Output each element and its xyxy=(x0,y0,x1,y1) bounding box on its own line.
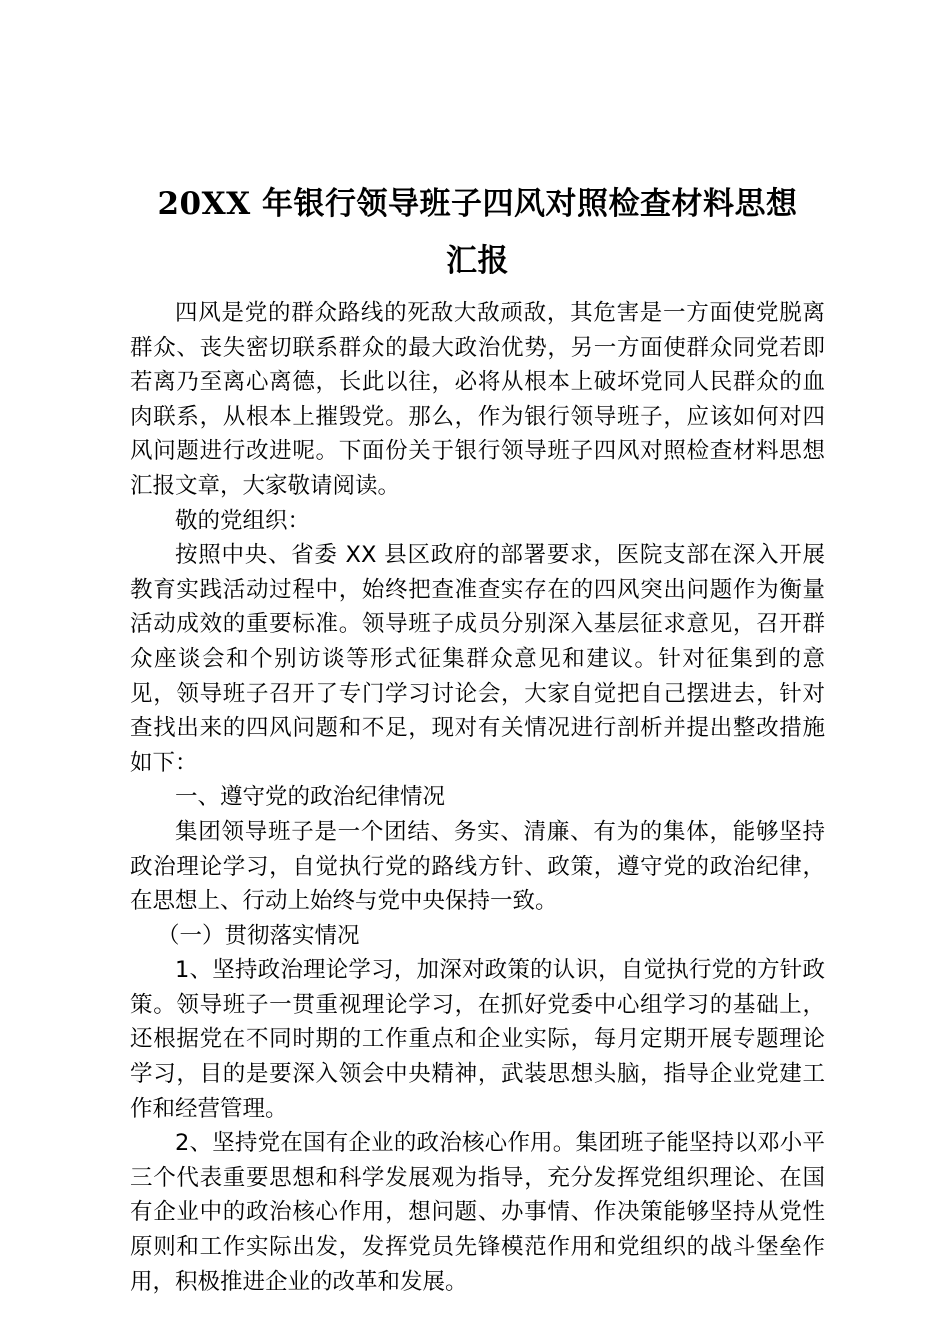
paragraph-background: 按照中央、省委 XX 县区政府的部署要求，医院支部在深入开展教育实践活动过程中，始终把查准查实存在的四风突出问题作为衡量活动成效的重要标准。领导班子成员分别深入基层征求意见，召开群众座谈会和个别访谈等形式征集群众意见和建议。针对征集到的意见，领导班子召开了专门学习讨论会，大家自觉把自己摆进去，针对查找出来的四风问题和不足，现对有关情况进行剖析并提出整改措施如下： xyxy=(130,542,825,776)
subsection-heading-1: （一）贯彻落实情况 xyxy=(157,922,360,949)
title-line1: 年银行领导班子四风对照检查材料思想 xyxy=(250,186,798,222)
paragraph-salutation: 敬的党组织： xyxy=(175,507,311,534)
paragraph-item-2: 2、坚持党在国有企业的政治核心作用。集团班子能坚持以邓小平三个代表重要思想和科学发展观为指导，充分发挥党组织理论、在国有企业中的政治核心作用，想问题、办事情、作决策能够坚持从党性原则和工作实际出发，发挥党员先锋模范作用和党组织的战斗堡垒作用，积极推进企业的改革和发展。 xyxy=(130,1130,825,1295)
document-page xyxy=(130,176,825,1299)
paragraph-section-1: 集团领导班子是一个团结、务实、清廉、有为的集体，能够坚持政治理论学习，自觉执行党的路线方针、政策，遵守党的政治纪律，在思想上、行动上始终与党中央保持一致。 xyxy=(130,818,825,915)
paragraph-item-1: 1、坚持政治理论学习，加深对政策的认识，自觉执行党的方针政策。领导班子一贯重视理论学习，在抓好党委中心组学习的基础上，还根据党在不同时期的工作重点和企业实际，每月定期开展专题理论学习，目的是要深入领会中央精神，武装思想头脑，指导企业党建工作和经营管理。 xyxy=(130,957,825,1122)
document-body xyxy=(130,296,825,1299)
paragraph-intro: 四风是党的群众路线的死敌大敌顽敌，其危害是一方面使党脱离群众、丧失密切联系群众的最大政治优势，另一方面使群众同党若即若离乃至离心离德，长此以往，必将从根本上破坏党同人民群众的血肉联系，从根本上摧毁党。那么，作为银行领导班子，应该如何对四风问题进行改进呢。下面份关于银行领导班子四风对照检查材料思想汇报文章，大家敬请阅读。 xyxy=(130,300,825,499)
title-line2: 汇报 xyxy=(446,243,509,279)
section-heading-1: 一、遵守党的政治纪律情况 xyxy=(175,784,446,811)
document-title xyxy=(130,176,825,290)
title-year: 20XX xyxy=(157,186,251,222)
